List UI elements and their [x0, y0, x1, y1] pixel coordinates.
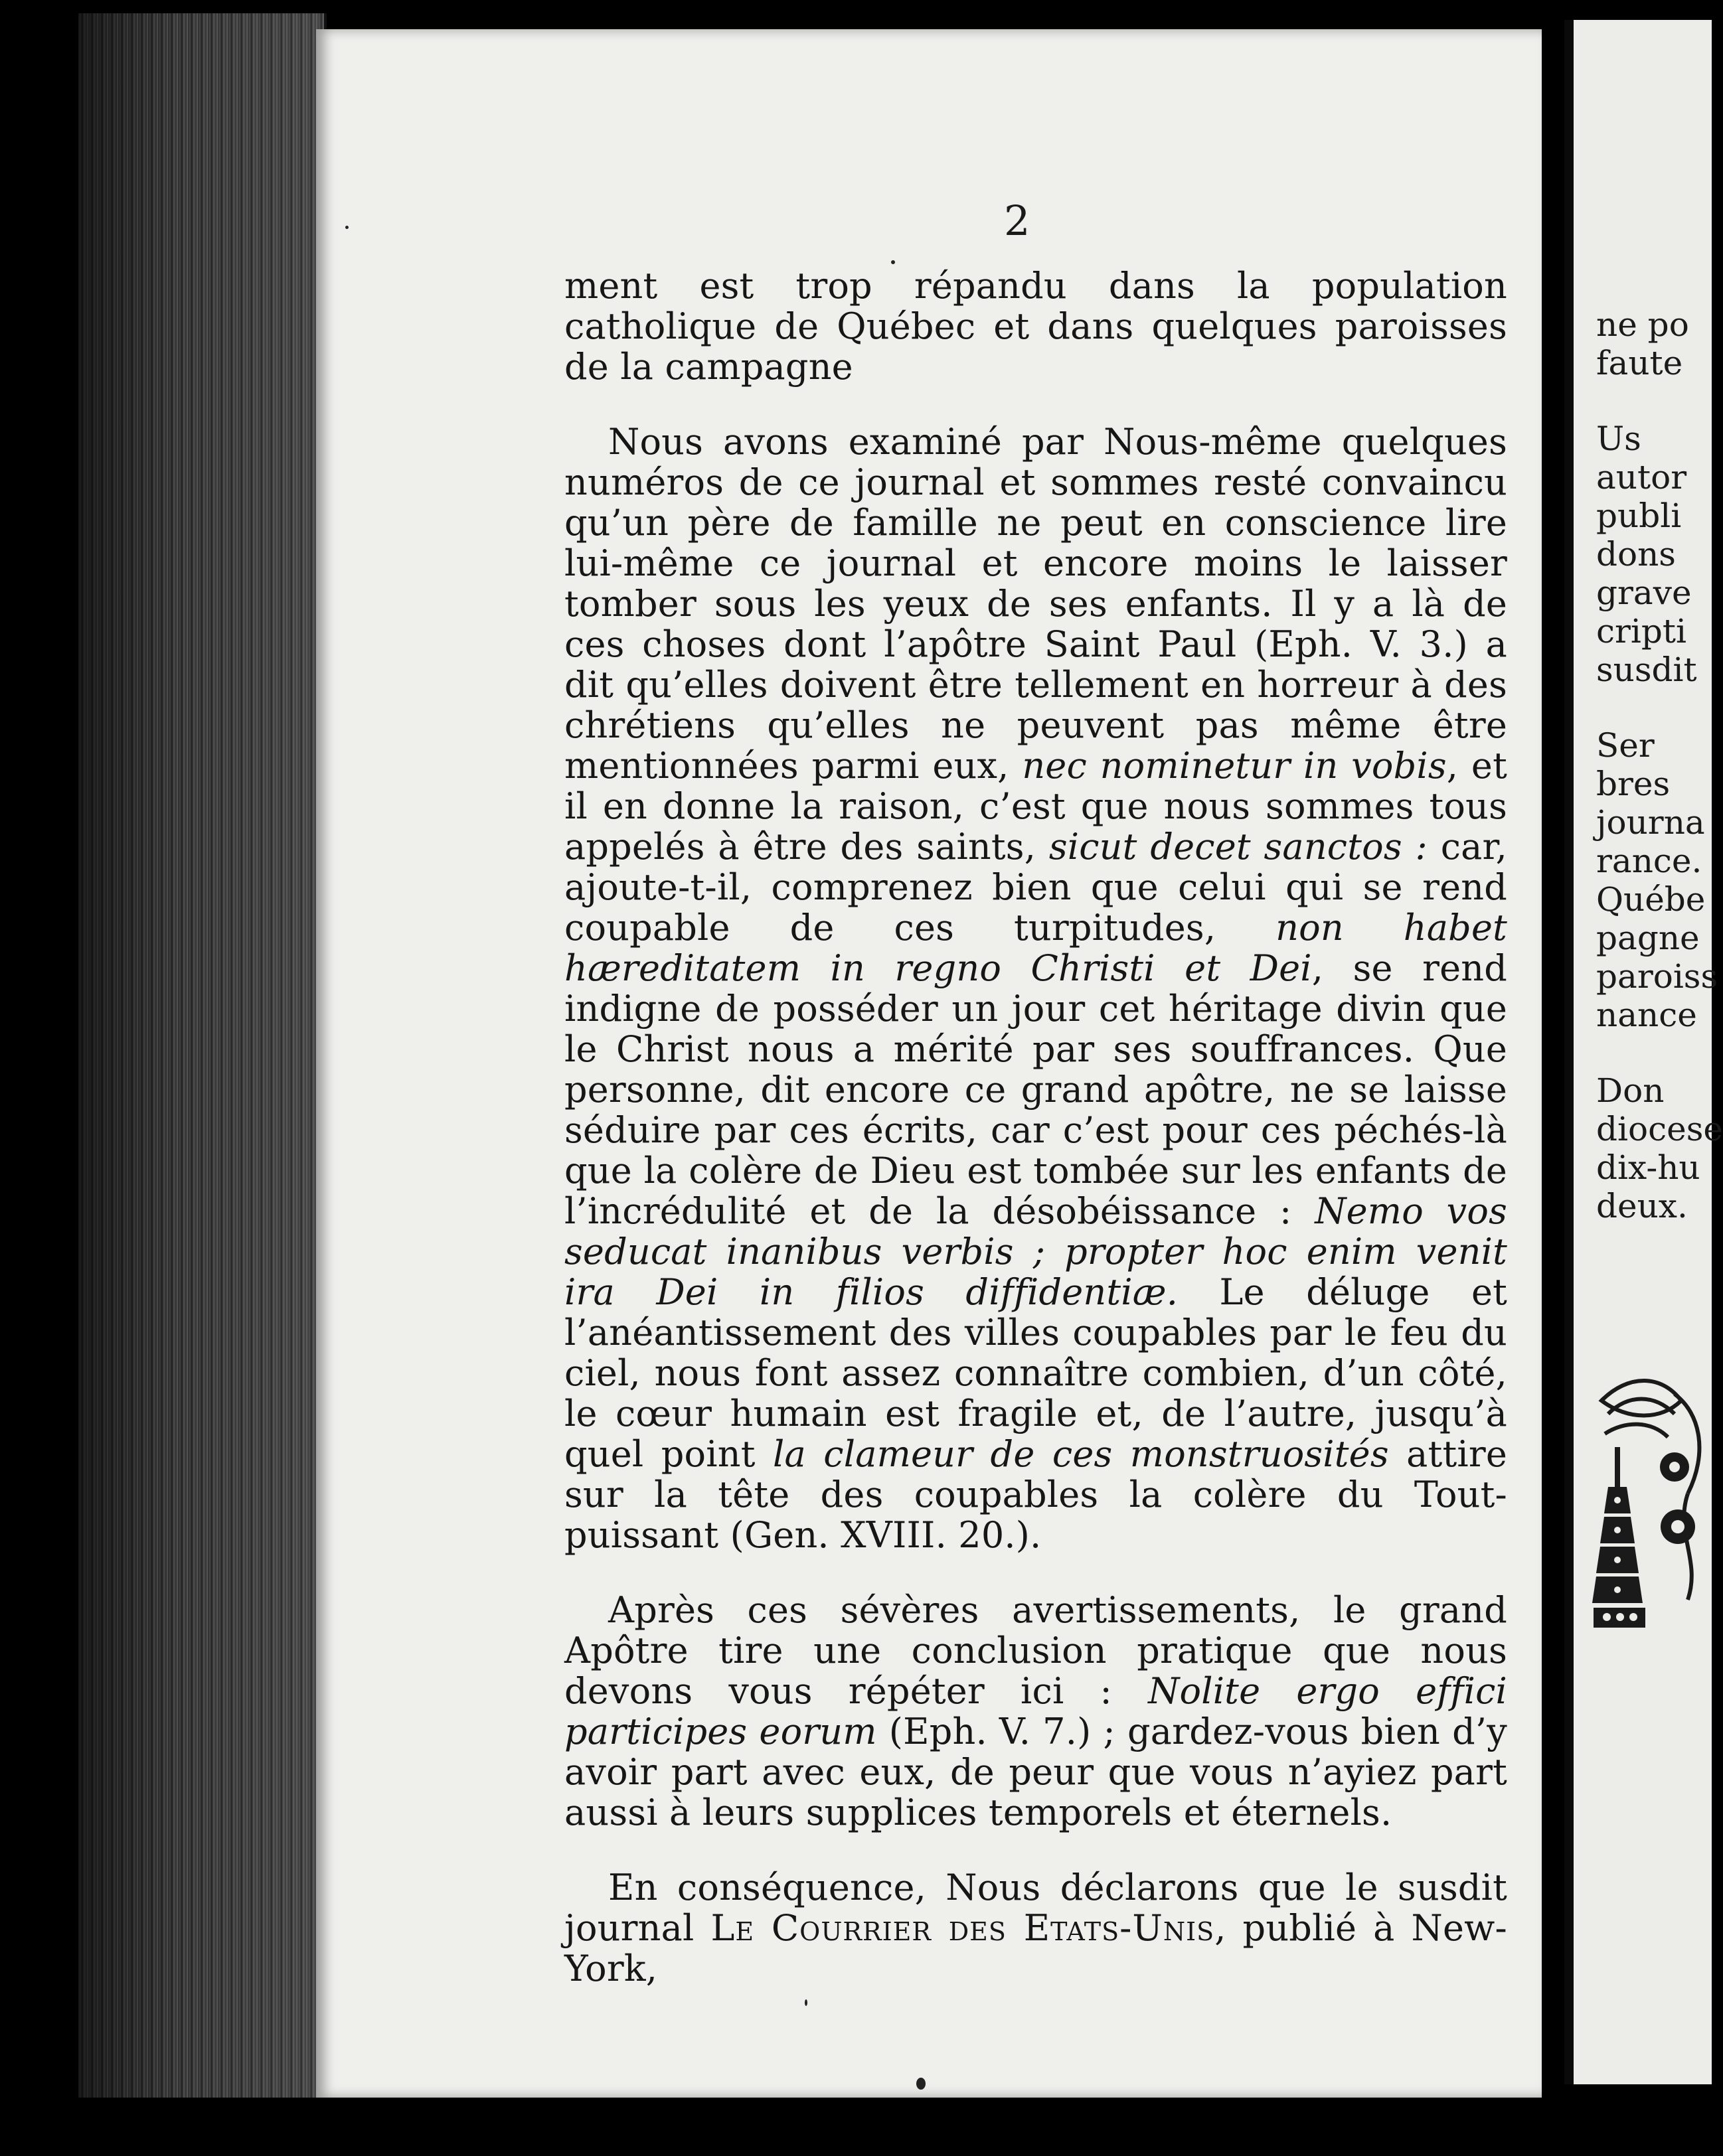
- facing-page-line: nance: [1596, 996, 1697, 1034]
- facing-page-line: Ser: [1596, 726, 1655, 765]
- scan-speck: [805, 1999, 807, 2006]
- paragraph-2-text-c: car, ajoute-t-il, comprenez bien que celui qui se rend coupable de ces turpitudes,: [564, 826, 1507, 949]
- facing-page-line: pagne: [1596, 919, 1700, 957]
- facing-page-line: dons: [1596, 535, 1676, 574]
- paragraph-2: [564, 422, 1507, 1555]
- facing-page-line: bres: [1596, 765, 1671, 803]
- paragraph-1: [564, 266, 1507, 387]
- facing-page-line: Don: [1596, 1071, 1665, 1110]
- facing-page-line: publi: [1596, 497, 1682, 535]
- facing-page-line: ne po: [1596, 305, 1689, 344]
- paragraph-2-text-b: , et il en donne la raison, c’est que nous sommes tous appelés à être des saints,: [564, 745, 1507, 868]
- latin-quote-1: nec nominetur in vobis: [1022, 745, 1447, 787]
- ecclesiastical-coat-of-arms: [1588, 1374, 1712, 1653]
- paragraph-3-text-b: (Eph. V. 7.) ; gardez-vous bien d’y avoir part avec eux, de peur que vous n’ayiez part aussi à leurs supplices temporels et éternels.: [564, 1711, 1507, 1833]
- facing-page-line: deux.: [1596, 1187, 1688, 1225]
- paragraph-2-text-f: attire sur la tête des coupables la colère du Tout-puissant (Gen. XVIII. 20.).: [564, 1433, 1508, 1556]
- paragraph-2-text-d: , se rend indigne de posséder un jour cet héritage divin que le Christ nous a mérité par ses souffrances. Que personne, dit encore ce grand apôtre, ne se laisse séduire par ces écrits, car c’est pour ces péchés-là que la colère de Dieu est tombée sur les enfants de l’incrédulité et de la désobéissance :: [564, 947, 1507, 1232]
- facing-page-line: autor: [1596, 458, 1687, 497]
- facing-page-line: grave: [1596, 574, 1692, 612]
- facing-page-lines: [1596, 305, 1723, 1225]
- latin-quote-5: Nolite ergo effici participes eorum: [564, 1670, 1508, 1752]
- latin-quote-4: Nemo vos seducat inanibus verbis ; propter hoc enim venit ira Dei in filios diffidentiæ.: [564, 1190, 1507, 1313]
- latin-quote-3: non habet hæreditatem in regno Christi et Dei: [564, 907, 1507, 989]
- facing-page-line: susdit: [1596, 651, 1697, 689]
- paragraph-4-text-a: En conséquence, Nous déclarons que le susdit journal: [564, 1867, 1507, 1949]
- facing-page-line: diocese: [1596, 1110, 1723, 1148]
- latin-quote-2: sicut decet sanctos :: [1048, 826, 1428, 868]
- facing-page-line: journa: [1596, 803, 1705, 842]
- paragraph-2-text-a: Nous avons examiné par Nous-même quelques numéros de ce journal et sommes resté convaincu qu’un père de famille ne peut en conscience lire lui-même ce journal et encore moins le laisser tomber sous les yeux de ses enfants. Il y a là de ces choses dont l’apôtre Saint Paul (Eph. V. 3.) a dit qu’elles doivent être tellement en horreur à des chrétiens qu’elles ne peuvent pas même être mentionnées parmi eux,: [564, 421, 1507, 787]
- facing-page-line: rance.: [1596, 842, 1702, 880]
- body-text: [564, 266, 1507, 1989]
- italic-phrase: la clameur de ces monstruosités: [773, 1433, 1389, 1475]
- facing-page-gap: [1596, 1034, 1723, 1071]
- facing-page-line: Us: [1596, 420, 1641, 458]
- page-number: 2: [1004, 196, 1030, 245]
- facing-page-line: cripti: [1596, 612, 1686, 651]
- paragraph-1-text: ment est trop répandu dans la population catholique de Québec et dans quelques paroisses de la campagne: [564, 265, 1507, 388]
- paragraph-2-text-e: Le déluge et l’anéantissement des villes coupables par le feu du ciel, nous font assez connaître combien, d’un côté, le cœur humain est fragile et, de l’autre, jusqu’à quel point: [564, 1271, 1507, 1475]
- paragraph-3: [564, 1590, 1507, 1833]
- book-page-edges: [78, 13, 327, 2098]
- paragraph-4: [564, 1867, 1507, 1989]
- scan-speck: [891, 260, 895, 264]
- facing-page-line: Québe: [1596, 880, 1706, 919]
- scan-speck: [345, 226, 349, 229]
- paragraph-3-text-a: Après ces sévères avertissements, le grand Apôtre tire une conclusion pratique que nous devons vous répéter ici :: [564, 1589, 1507, 1712]
- scan-speck: [916, 2078, 926, 2090]
- facing-page-line: paroiss: [1596, 957, 1718, 996]
- facing-page-line: dix-hu: [1596, 1148, 1700, 1187]
- facing-page: [1564, 20, 1723, 2084]
- facing-page-line: faute: [1596, 344, 1683, 382]
- newspaper-title: Le Courrier des Etats-Unis: [710, 1907, 1215, 1949]
- facing-page-gap: [1596, 382, 1723, 420]
- facing-page-gap: [1596, 689, 1723, 726]
- paragraph-4-text-b: , publié à New-York,: [564, 1907, 1507, 1989]
